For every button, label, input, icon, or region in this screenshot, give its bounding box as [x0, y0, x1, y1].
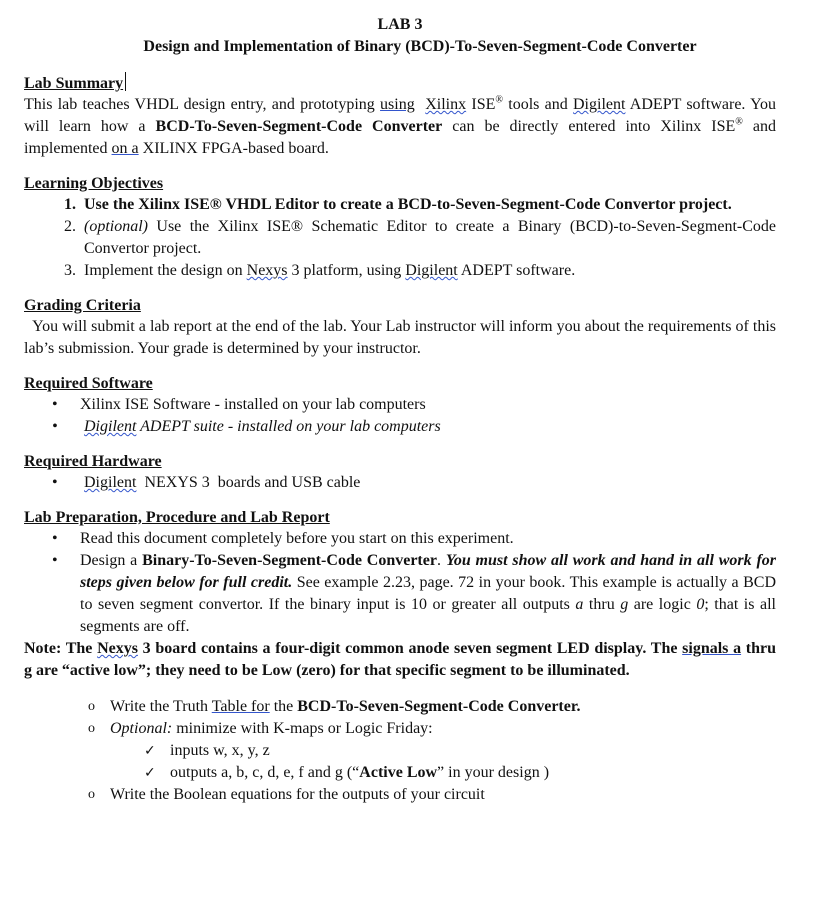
summary-tools: tools and	[503, 96, 573, 113]
sub-2-optional: Optional:	[110, 720, 173, 737]
doc-title: LAB 3	[377, 16, 423, 33]
grading-criteria-heading: Grading Criteria	[24, 297, 141, 314]
hardware-item-1-digilent: Digilent	[84, 474, 137, 491]
doc-subtitle: Design and Implementation of Binary (BCD)-To-Seven-Segment-Code Converter	[143, 38, 697, 55]
note-a: Note: The	[24, 640, 98, 657]
summary-fpga: XILINX FPGA-based board.	[138, 140, 329, 157]
proc-2-c: See example 2.23, page. 72 in your book. This example is actually a BCD to seven segment convertor. If the binary input is 10 or greater all outputs	[80, 574, 777, 613]
hardware-item-1-text: NEXYS 3 boards and USB cable	[136, 474, 361, 491]
summary-ise: ISE	[466, 96, 496, 113]
proc-2-a-italic: a	[575, 596, 584, 613]
check-2-bold: Active Low	[359, 764, 438, 781]
lab-summary-heading	[24, 74, 123, 94]
proc-2-emphasis: You must show all work and hand in all work for steps given below for full credit.	[80, 552, 777, 591]
procedure-item-2	[80, 550, 776, 638]
objective-3-text-b: 3 platform, using	[287, 262, 406, 279]
note-paragraph	[24, 638, 776, 682]
objectives-list	[24, 194, 776, 282]
software-list	[24, 394, 776, 438]
check-2-b: ” in your design )	[437, 764, 550, 781]
check-item-2	[170, 762, 776, 784]
sub-1-table: Table for	[211, 698, 270, 715]
objective-2-optional: (optional)	[84, 218, 148, 235]
summary-reg-mark-2: ®	[735, 116, 743, 128]
sub-1-a: Write the Truth	[110, 698, 212, 715]
objective-3-nexys: Nexys	[246, 262, 288, 279]
note-c: thru g are “active low”; they need to be Low (zero) for that specific segment to be illuminated.	[24, 640, 776, 679]
software-item-2	[80, 416, 776, 438]
check-list	[110, 740, 776, 784]
proc-2-a: Design a	[80, 552, 143, 569]
summary-text-1: This lab teaches VHDL design entry, and prototyping	[24, 96, 381, 113]
check-2-a: outputs a, b, c, d, e, f and g (“	[170, 764, 360, 781]
proc-2-zero: 0	[696, 596, 705, 613]
software-item-1: • Xilinx ISE Software - installed on your lab computers	[80, 394, 776, 416]
objective-3-digilent: Digilent	[405, 262, 458, 279]
proc-2-end: ; that is all segments are off.	[80, 596, 776, 635]
sub-step-1	[110, 696, 776, 718]
required-software-heading: Required Software	[24, 375, 153, 392]
objective-3-text-a: Implement the design on	[84, 262, 247, 279]
procedure-heading: Lab Preparation, Procedure and Lab Report	[24, 509, 330, 526]
summary-on-a: on a	[111, 140, 139, 157]
proc-2-bold: Binary-To-Seven-Segment-Code Converter	[142, 552, 437, 569]
objective-3-text-c: ADEPT software.	[457, 262, 576, 279]
objective-item-3	[80, 260, 776, 282]
summary-converter-bold: BCD-To-Seven-Segment-Code Converter	[155, 118, 443, 135]
objective-item-2	[80, 216, 776, 260]
hardware-list	[24, 472, 776, 494]
sub-step-3: o Write the Boolean equations for the outputs of your circuit	[110, 784, 776, 806]
proc-2-g-italic: g	[620, 596, 629, 613]
note-signals: signals a	[682, 640, 742, 657]
proc-2-logic: are logic	[628, 596, 697, 613]
summary-implemented: and implemented	[24, 118, 776, 157]
note-nexys: Nexys	[97, 640, 138, 657]
check-item-1: ✓ inputs w, x, y, z	[170, 740, 776, 762]
summary-can-be: can be directly entered into Xilinx ISE	[442, 118, 736, 135]
software-item-2-text: ADEPT suite - installed on your lab computers	[136, 418, 441, 435]
software-item-2-digilent: Digilent	[84, 418, 137, 435]
summary-adept: ADEPT software. You will learn how a	[24, 96, 777, 135]
sub-steps-list	[24, 696, 776, 806]
summary-digilent: Digilent	[573, 96, 626, 113]
learning-objectives-heading: Learning Objectives	[24, 175, 164, 192]
note-b: 3 board contains a four-digit common anode seven segment LED display. The	[137, 640, 683, 657]
summary-reg-mark: ®	[495, 94, 503, 106]
lab-summary-heading-text: Lab Summary	[24, 75, 124, 92]
objective-2-text: Use the Xilinx ISE® Schematic Editor to create a Binary (BCD)-to-Seven-Segment-Code Convertor project.	[84, 218, 776, 257]
grading-criteria-paragraph: You will submit a lab report at the end of the lab. Your Lab instructor will inform you about the requirements of this lab’s submission. Your grade is determined by your instructor.	[24, 318, 781, 357]
sub-step-2	[110, 718, 776, 784]
hardware-item-1	[80, 472, 776, 494]
summary-xilinx: Xilinx	[425, 96, 467, 113]
objective-item-1: 1. Use the Xilinx ISE® VHDL Editor to create a BCD-to-Seven-Segment-Code Convertor project.	[80, 194, 776, 216]
required-hardware-heading: Required Hardware	[24, 453, 162, 470]
sub-1-bold: BCD-To-Seven-Segment-Code Converter.	[297, 698, 581, 715]
text-cursor	[125, 72, 126, 91]
procedure-list	[24, 528, 776, 638]
sub-1-b: the	[269, 698, 298, 715]
proc-2-thru: thru	[583, 596, 621, 613]
proc-2-dot: .	[436, 552, 446, 569]
summary-using: using	[380, 96, 415, 113]
sub-2-text: minimize with K-maps or Logic Friday:	[172, 720, 433, 737]
lab-summary-paragraph	[24, 94, 776, 160]
procedure-item-1: • Read this document completely before you start on this experiment.	[80, 528, 776, 550]
